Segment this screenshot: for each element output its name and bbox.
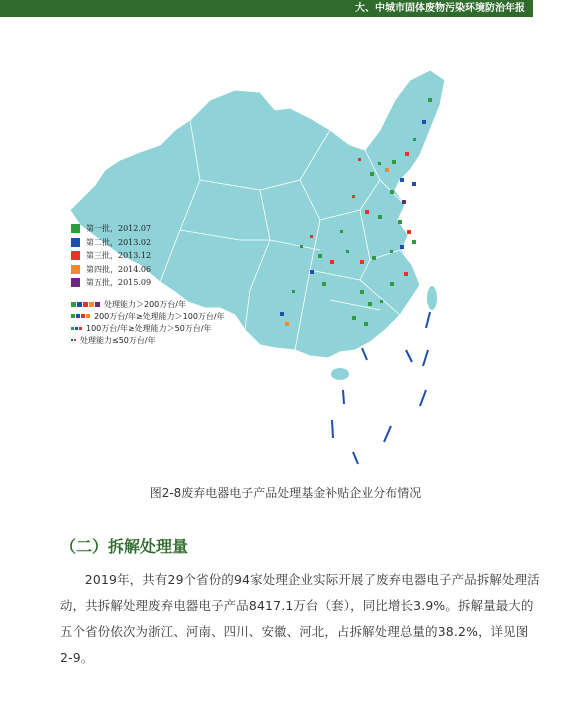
capacity-row (71, 322, 225, 334)
legend-row (71, 222, 151, 236)
legend-label: 第五批，2015.09 (86, 278, 152, 288)
legend-row (71, 249, 151, 263)
legend-label: 第四批，2014.06 (86, 264, 152, 274)
legend-row (71, 236, 151, 250)
capacity-marker (71, 339, 76, 341)
legend-row (71, 263, 151, 277)
hainan-island (331, 368, 349, 380)
legend-swatch (71, 278, 80, 287)
capacity-label: 处理能力＞200万台/年 (104, 299, 186, 309)
legend-row (71, 276, 151, 290)
header-bar (0, 0, 533, 17)
capacity-marker (71, 302, 100, 307)
legend-swatch (71, 251, 80, 260)
section-title: （二）拆解处理量 (60, 537, 189, 556)
legend-label: 第三批，2013.12 (86, 251, 152, 261)
capacity-row (71, 310, 225, 322)
legend-label: 第一批，2012.07 (86, 224, 152, 234)
legend-label: 第二批，2013.02 (86, 237, 152, 247)
capacity-row (71, 334, 225, 346)
capacity-marker (71, 327, 82, 330)
body-paragraph: 2019年，共有29个省份的94家处理企业实际开展了废弃电器电子产品拆解处理活动，共拆解处理废弃电器电子产品8417.1万台（套），同比增长3.9%。拆解量最大的五个省份依次为浙江、河南、四川、安徽、河北，占拆解处理总量的38.2%，详见图2-9。 (60, 572, 540, 665)
capacity-marker (71, 314, 90, 318)
batch-legend (71, 222, 151, 290)
legend-swatch (71, 265, 80, 274)
capacity-row (71, 298, 225, 310)
legend-swatch (71, 238, 80, 247)
figure-caption: 图2-8废弃电器电子产品处理基金补贴企业分布情况 (149, 486, 422, 500)
legend-swatch (71, 224, 80, 233)
capacity-legend (71, 298, 225, 346)
capacity-label: 100万台/年≥处理能力＞50万台/年 (86, 323, 212, 333)
capacity-label: 处理能力≤50万台/年 (80, 335, 156, 345)
taiwan-island (427, 286, 437, 310)
capacity-label: 200万台/年≥处理能力＞100万台/年 (94, 311, 225, 321)
header-title: 大、中城市固体废物污染环境防治年报 (355, 3, 525, 14)
